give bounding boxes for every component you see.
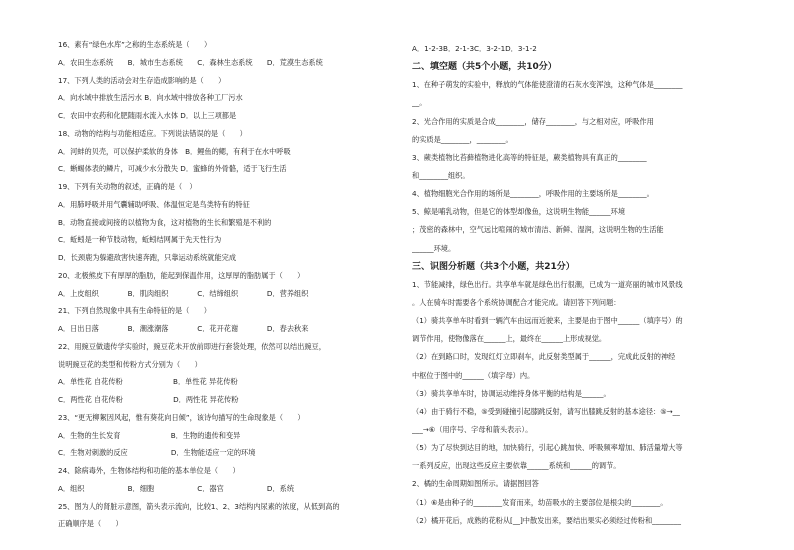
question-line: 20、北极熊皮下有厚厚的脂肪，能起到保温作用，这厚厚的脂肪属于（ ） bbox=[58, 270, 305, 280]
option-line: A．日出日落 B．潮涨潮落 C．花开花谢 D．春去秋来 bbox=[58, 324, 309, 333]
question-line: 19、下列有关动物的叙述，正确的是（ ） bbox=[58, 182, 197, 191]
question-line: （2）在到路口时，发现红灯立即刹车，此反射类型属于______，完成此反射的神经 bbox=[412, 352, 676, 362]
question-line: 中枢位于图中的______（填字母）内。 bbox=[412, 370, 535, 380]
option-line: A．农田生态系统 B．城市生态系统 C．森林生态系统 D．荒漠生态系统 bbox=[58, 57, 323, 67]
section-heading: 三、识图分析题（共3个小题，共21分） bbox=[412, 261, 575, 272]
option-line: A．向水域中排放生活污水 B．向水域中排放各种工厂污水 bbox=[58, 93, 243, 103]
option-line: D．长颈鹿为躲避敌害快速奔跑，只靠运动系统就能完成 bbox=[58, 253, 237, 262]
question-line: 3、蕨类植物比苔藓植物进化高等的特征是，蕨类植物具有真正的________ bbox=[412, 152, 647, 162]
option-line: B．动物直接或间接的以植物为食，这对植物的生长和繁殖是不利的 bbox=[58, 217, 272, 227]
option-line: C．蚯蚓是一种节肢动物，蚯蚓结网属于先天性行为 bbox=[58, 235, 222, 245]
question-line: 16、素有“绿色水库”之称的生态系统是（ ） bbox=[58, 40, 212, 49]
question-line: （3）骑共享单车时，协调运动维持身体平衡的结构是______。 bbox=[412, 388, 611, 398]
right-column bbox=[412, 40, 752, 530]
question-line: 2、橘的生命周期如图所示。请据图回答 bbox=[412, 479, 539, 489]
question-line: ______环境。 bbox=[412, 243, 456, 253]
option-line: C．蜥蜴体表的鳞片，可减少水分散失 D．蜜蜂的外骨骼，适于飞行生活 bbox=[58, 164, 287, 174]
question-line: （1）⑥是由种子的________发育而来，幼苗吸水的主要部位是根尖的________。 bbox=[412, 497, 668, 507]
option-line: A．用肺呼吸并用气囊辅助呼吸、体温恒定是鸟类特有的特征 bbox=[58, 199, 250, 209]
question-line: 17、下列人类的活动会对生存造成影响的是（ ） bbox=[58, 75, 226, 85]
option-line: A．1-2-3B．2-1-3C．3-2-1D．3-1-2 bbox=[412, 44, 537, 53]
question-line: 5、鲸是哺乳动物，但是它的体型却像鱼，这说明生物能______环境 bbox=[412, 207, 626, 217]
question-line: 一系列反应，出现这些反应主要依靠______系统和______的调节。 bbox=[412, 461, 621, 471]
question-line: （4）由于骑行不稳，⑤受到碰撞引起膝跳反射，请写出膝跳反射的基本途径：⑤→__ bbox=[412, 406, 680, 416]
option-line: C．农田中农药和化肥随雨水流入水体 D．以上三项都是 bbox=[58, 111, 237, 120]
question-line: 24、除病毒外，生物体结构和功能的基本单位是（ ） bbox=[58, 466, 240, 475]
question-line: 23、“更无柳絮因风起，惟有葵花向日倾”，该诗句描写的生命现象是（ ） bbox=[58, 412, 305, 422]
question-line: 正确顺序是（ ） bbox=[58, 519, 123, 529]
question-line: 1、节能减排，绿色出行。共享单车就是绿色出行很潮，已成为一道亮丽的城市风景线 bbox=[412, 279, 683, 289]
option-line: A．生物的生长发育 B．生物的遗传和变异 bbox=[58, 430, 241, 440]
question-line: （1）骑共享单车时看到一辆汽车由远而近驶来，主要是由于图中______（填序号）的 bbox=[412, 316, 683, 326]
question-line: 调节作用，使物像落在______上，最终在______上形成视觉。 bbox=[412, 334, 607, 344]
question-line: 。人在骑车时需要各个系统协调配合才能完成。请回答下列问题： bbox=[412, 297, 621, 307]
question-line: 1、在种子萌发的实验中，释放的气体能使澄清的石灰水变浑浊，这种气体是________ bbox=[412, 80, 683, 90]
question-line: ___→⑥（用序号、字母和箭头表示）。 bbox=[412, 424, 533, 434]
question-line: 21、下列自然现象中具有生命特征的是（ ） bbox=[58, 306, 211, 316]
question-line: ；茂密的森林中，空气远比喧闹的城市清洁、新鲜、湿润，这说明生物的生活能 bbox=[412, 225, 664, 235]
option-line: A．河蚌的贝壳，可以保护柔软的身体 B．鲤鱼的鳃，有利于在水中呼吸 bbox=[58, 146, 291, 156]
left-column bbox=[58, 36, 398, 533]
question-line: __。 bbox=[412, 98, 427, 108]
option-line: A．上皮组织 B．肌肉组织 C．结缔组织 D．营养组织 bbox=[58, 288, 309, 298]
question-line: （2）橘开花后，成熟的花粉从[__]中散发出来，要结出果实必须经过传粉和________ bbox=[412, 515, 681, 525]
question-line: 4、植物细胞光合作用的场所是________，呼吸作用的主要场所是________。 bbox=[412, 189, 654, 199]
question-line: 说明豌豆花的类型和传粉方式分别为（ ） bbox=[58, 359, 202, 369]
question-line: 18、动物的结构与功能相适应。下列说法错误的是（ ） bbox=[58, 128, 247, 138]
option-line: C．生物对刺激的反应 D．生物能适应一定的环境 bbox=[58, 448, 256, 458]
question-line: 25、图为人的肾脏示意图，箭头表示流向，比较1、2、3结构内尿素的浓度，从低到高的 bbox=[58, 501, 340, 511]
question-line: （5）为了尽快到达目的地，加快骑行，引起心跳加快、呼吸频率增加、肺活量增大等 bbox=[412, 443, 683, 453]
option-line: A．单性花 自花传粉 B．单性花 异花传粉 bbox=[58, 377, 238, 387]
question-line: 22、用豌豆做遗传学实验时，豌豆花未开放前即进行套袋处理，依然可以结出豌豆， bbox=[58, 341, 326, 351]
option-line: C．两性花 自花传粉 D．两性花 异花传粉 bbox=[58, 395, 239, 404]
option-line: A．组织 B．细胞 C．器官 D．系统 bbox=[58, 483, 295, 493]
section-heading: 二、填空题（共5个小题，共10分） bbox=[412, 62, 557, 73]
question-line: 的实质是________，________。 bbox=[412, 134, 513, 144]
question-line: 2、光合作用的实质是合成________，储存________，与之相对应，呼吸作用 bbox=[412, 116, 654, 126]
question-line: 和________组织。 bbox=[412, 170, 470, 180]
